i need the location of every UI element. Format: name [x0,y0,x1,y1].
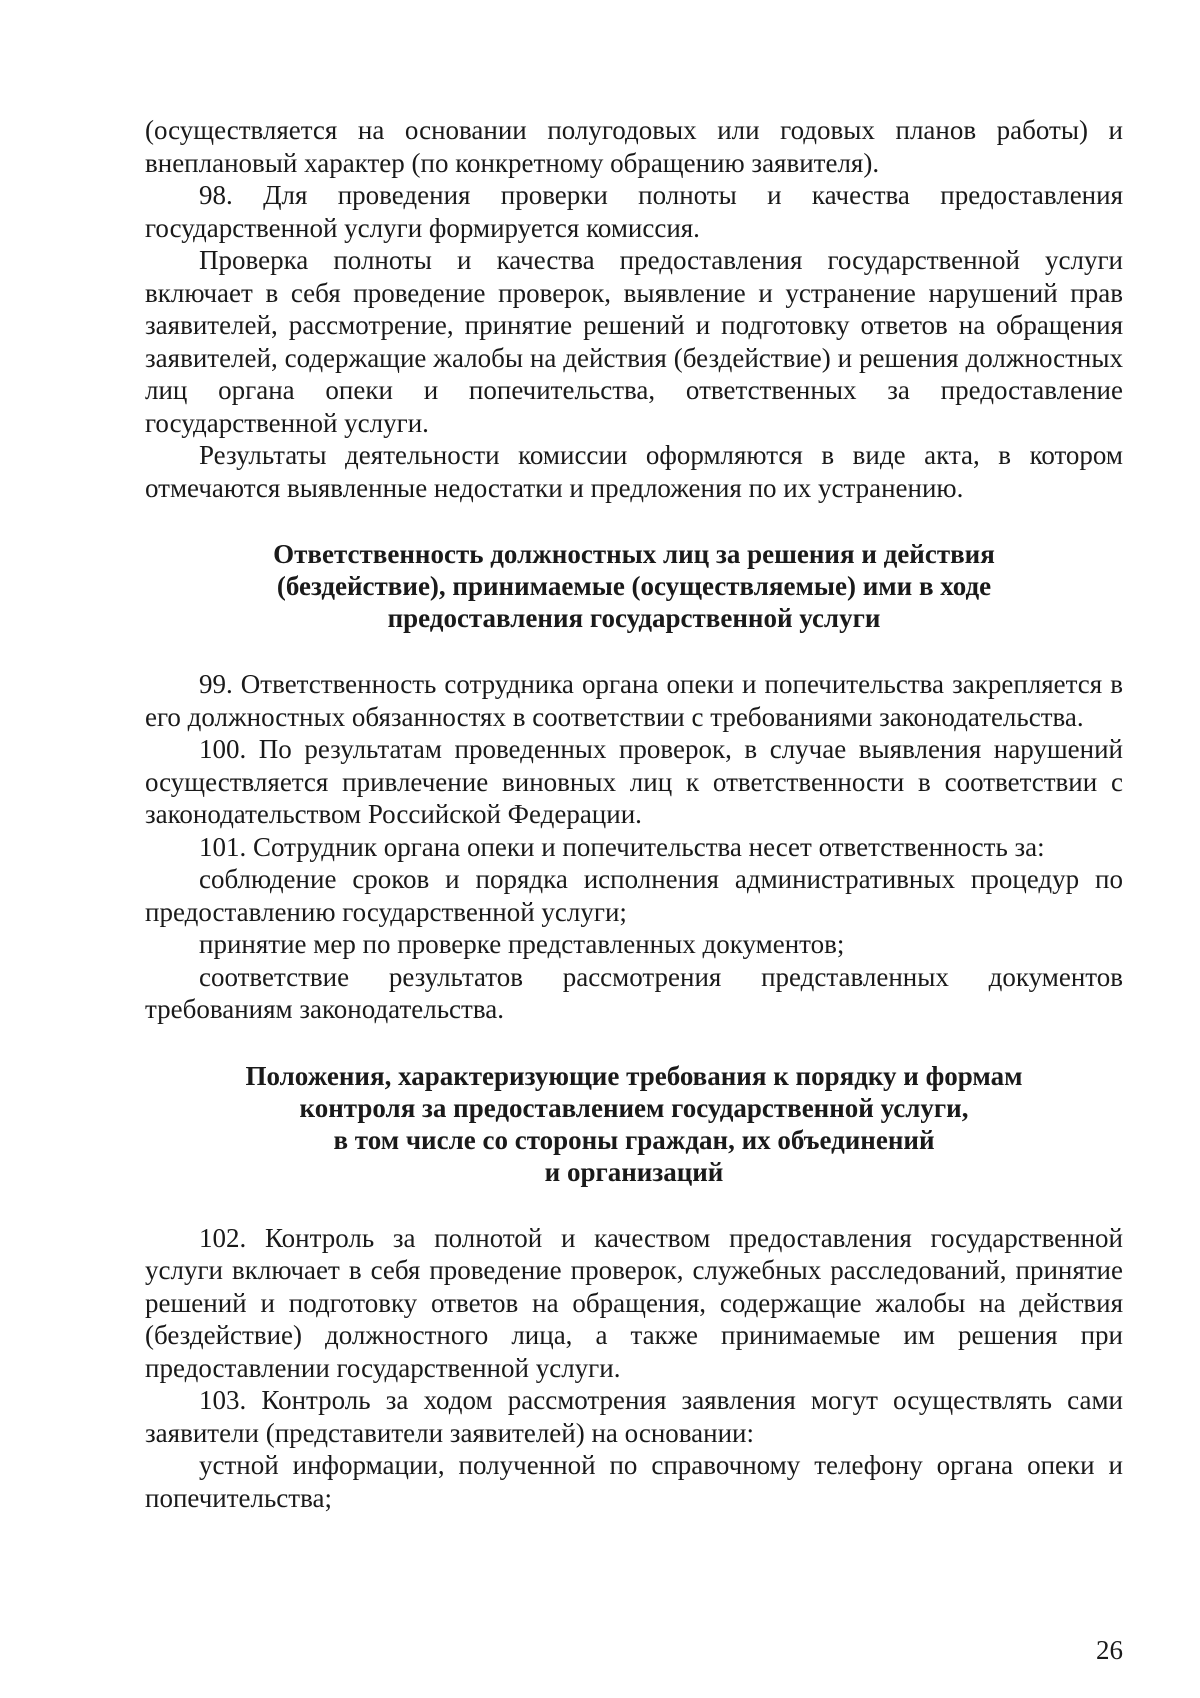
paragraph-commission-results: Результаты деятельности комиссии оформляются в виде акта, в котором отмечаются выявленные недостатки и предложения по их устранению. [145,440,1123,503]
list-item-compliance: соответствие результатов рассмотрения представленных документов требованиям законодательства. [145,961,1123,1024]
paragraph-99: 99. Ответственность сотрудника органа опеки и попечительства закрепляется в его должностных обязанностях в соответствии с требованиями законодательства. [145,669,1123,732]
paragraph-101: 101. Сотрудник органа опеки и попечительства несет ответственность за: [199,831,1045,862]
paragraph-103: 103. Контроль за ходом рассмотрения заявления могут осуществлять сами заявители (представители заявителей) на основании: [145,1385,1123,1448]
heading-line: и организаций [544,1156,724,1187]
document-page [145,114,1123,1514]
list-item-phone-info: устной информации, полученной по справочному телефону органа опеки и попечительства; [145,1450,1123,1513]
list-item-document-check: принятие мер по проверке представленных документов; [199,929,845,959]
paragraph-intro-continuation: (осуществляется на основании полугодовых или годовых планов работы) и внеплановый характер (по конкретному обращению заявителя). [145,115,1123,178]
paragraph-inspection-scope: Проверка полноты и качества предоставления государственной услуги включает в себя проведение проверок, выявление и устранение нарушений прав заявителей, рассмотрение, принятие решений и подготовку ответов на обращения заявителей, содержащие жалобы на действия (бездействие) и решения должностных лиц органа опеки и попечительства, ответственных за предоставление государственной услуги. [145,245,1123,438]
heading-line: Ответственность должностных лиц за решения и действия [273,539,995,569]
heading-line: контроля за предоставлением государственной услуги, [299,1092,969,1123]
heading-line: предоставления государственной услуги [387,603,881,633]
list-item-deadlines: соблюдение сроков и порядка исполнения административных процедур по предоставлению государственной услуги; [145,864,1123,927]
paragraph-98: 98. Для проведения проверки полноты и качества предоставления государственной услуги формируется комиссия. [145,180,1123,243]
heading-line: (бездействие), принимаемые (осуществляемые) ими в ходе [276,571,992,601]
section-heading-responsibility [145,538,1123,634]
heading-line: Положения, характеризующие требования к порядку и формам [245,1060,1023,1091]
section-heading-control-requirements [145,1060,1123,1188]
page-number: 26 [1096,1635,1123,1665]
heading-line: в том числе со стороны граждан, их объединений [333,1124,935,1155]
paragraph-100: 100. По результатам проведенных проверок, в случае выявления нарушений осуществляется привлечение виновных лиц к ответственности в соответствии с законодательством Российской Федерации. [145,734,1123,829]
paragraph-102: 102. Контроль за полнотой и качеством предоставления государственной услуги включает в себя проведение проверок, служебных расследований, принятие решений и подготовку ответов на обращения, содержащие жалобы на действия (бездействие) должностного лица, а также принимаемые им решения при предоставлении государственной услуги. [145,1222,1123,1383]
